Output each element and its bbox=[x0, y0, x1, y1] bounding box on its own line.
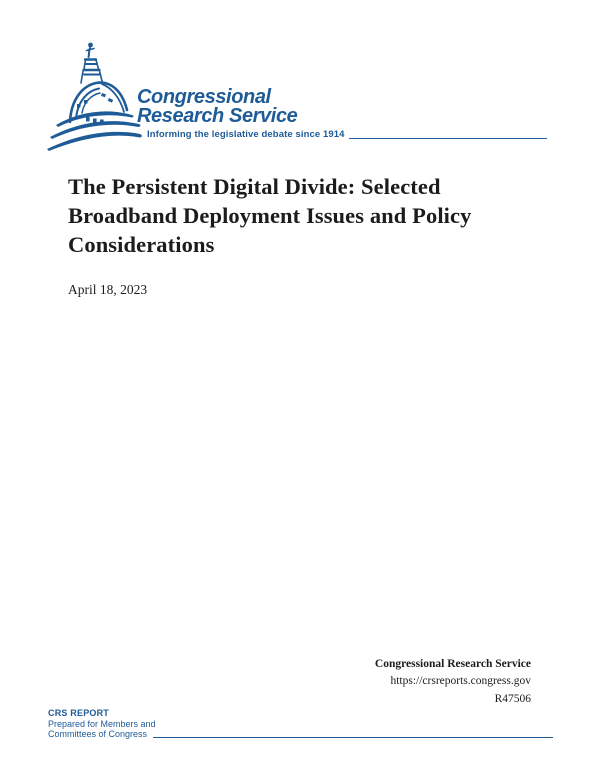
footer-rule-divider bbox=[153, 737, 553, 738]
crs-report-label: CRS REPORT bbox=[48, 708, 110, 718]
capitol-dome-icon bbox=[46, 38, 143, 152]
prepared-for-line2: Committees of Congress bbox=[48, 729, 148, 740]
tagline-rule-divider bbox=[349, 138, 547, 139]
page-title-line1: The Persistent Digital Divide: Selected bbox=[68, 174, 441, 199]
report-number: R47506 bbox=[494, 692, 531, 705]
logo-tagline: Informing the legislative debate since 1914 bbox=[147, 129, 345, 140]
footer-publisher-name: Congressional Research Service bbox=[374, 658, 531, 670]
prepared-for-line2-row bbox=[48, 729, 553, 740]
page-title bbox=[68, 172, 548, 259]
page-title-line2: Broadband Deployment Issues and Policy bbox=[68, 203, 472, 228]
footer-publisher-block bbox=[375, 656, 531, 708]
report-date: April 18, 2023 bbox=[68, 282, 148, 297]
page-title-line3: Considerations bbox=[68, 232, 215, 257]
logo-tagline-row bbox=[147, 129, 547, 140]
logo-org-line1: Congressional bbox=[137, 86, 271, 108]
footer-crs-report-block bbox=[48, 708, 553, 740]
prepared-for-line1: Prepared for Members and bbox=[48, 718, 156, 729]
logo-org-line2: Research Service bbox=[137, 105, 298, 127]
crs-logo-wordmark bbox=[137, 88, 547, 140]
footer-publisher-url[interactable]: https://crsreports.congress.gov bbox=[390, 675, 531, 688]
